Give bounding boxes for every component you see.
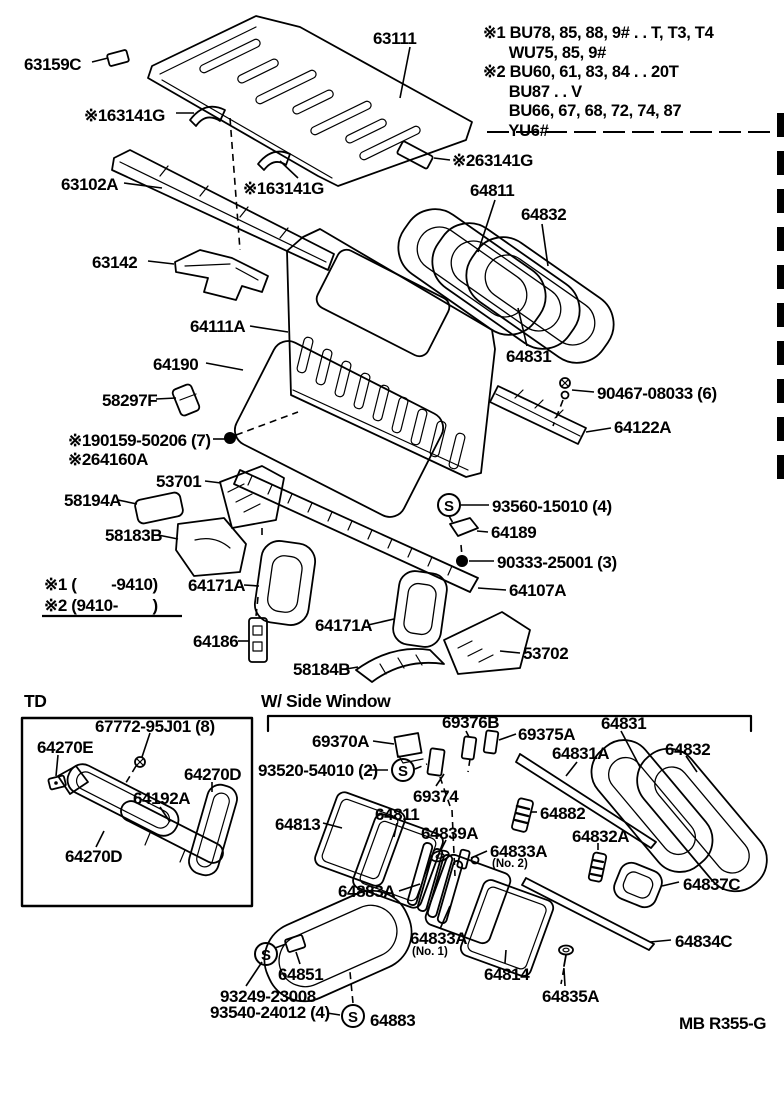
part-label-93520540102: 93520-54010 (2) — [258, 761, 378, 780]
edge-tab — [777, 189, 784, 213]
part-label-29410: ※2 (9410- ) — [44, 596, 158, 615]
applicability-note — [483, 24, 713, 141]
part-label-58184b: 58184B — [293, 660, 351, 679]
part-label-64831: 64831 — [506, 347, 552, 366]
part-label-64270d: 64270D — [65, 847, 123, 866]
part-label-90333250013: 90333-25001 (3) — [497, 553, 617, 572]
part-label-64186: 64186 — [193, 632, 239, 651]
applicability-note-line: ※1 BU78, 85, 88, 9# . . T, T3, T4 — [483, 24, 714, 42]
part-label-td: TD — [24, 691, 47, 711]
part-label-64192a: 64192A — [133, 789, 191, 808]
edge-tab — [777, 113, 784, 137]
part-label-mbr355g: MB R355-G — [679, 1014, 767, 1033]
part-label-69376b: 69376B — [442, 713, 500, 732]
part-label-64883: 64883 — [370, 1011, 416, 1030]
part-label-163141g: ※163141G — [243, 179, 324, 198]
edge-tab — [777, 379, 784, 403]
part-label-64832: 64832 — [521, 205, 567, 224]
part-label-6777295j018: 67772-95J01 (8) — [95, 717, 215, 736]
part-label-64189: 64189 — [491, 523, 537, 542]
part-label-64835a: 64835A — [542, 987, 600, 1006]
edge-tab — [777, 341, 784, 365]
applicability-note-line: WU75, 85, 9# — [483, 43, 606, 62]
part-label-163141g: ※163141G — [84, 106, 165, 125]
part-label-64122a: 64122A — [614, 418, 672, 437]
edge-tab — [777, 227, 784, 251]
part-label-64813: 64813 — [275, 815, 321, 834]
part-label-no2: (No. 2) — [492, 858, 528, 870]
applicability-note-line: BU66, 67, 68, 72, 74, 87 — [483, 102, 682, 120]
part-label-64814: 64814 — [484, 965, 530, 984]
part-label-64831: 64831 — [601, 714, 647, 733]
part-label-wsidewindow: W/ Side Window — [261, 691, 391, 711]
part-label-93560150104: 93560-15010 (4) — [492, 497, 612, 516]
svg-text:S: S — [397, 763, 409, 780]
part-label-64111a: 64111A — [190, 317, 246, 336]
part-label-63142: 63142 — [92, 253, 138, 272]
part-label-64833a: 64833A — [410, 929, 468, 948]
part-label-64171a: 64171A — [188, 576, 246, 595]
edge-tab — [777, 455, 784, 479]
part-label-90467080336: 90467-08033 (6) — [597, 384, 717, 403]
part-label-64839a: 64839A — [421, 824, 479, 843]
part-label-64190: 64190 — [153, 355, 199, 374]
part-label-64832a: 64832A — [572, 827, 630, 846]
edge-tab — [777, 151, 784, 175]
part-label-64831a: 64831A — [552, 744, 610, 763]
svg-text:S: S — [347, 1009, 359, 1026]
part-label-263141g: ※263141G — [452, 151, 533, 170]
part-label-64834c: 64834C — [675, 932, 733, 951]
part-label-190159502067: ※190159-50206 (7) — [68, 431, 211, 450]
part-label-64832: 64832 — [665, 740, 711, 759]
edge-tab — [777, 417, 784, 441]
applicability-note-line: YU6# — [483, 121, 549, 140]
part-label-69370a: 69370A — [312, 732, 370, 751]
part-label-64270d: 64270D — [184, 765, 242, 784]
part-label-64851: 64851 — [278, 965, 324, 984]
part-label-53701: 53701 — [156, 472, 202, 491]
part-label-no1: (No. 1) — [412, 946, 448, 958]
edge-tab — [777, 265, 784, 289]
part-label-264160a: ※264160A — [68, 450, 149, 469]
applicability-note-line: BU87 . . V — [483, 82, 582, 101]
edge-tab — [777, 303, 784, 327]
part-label-58297f: 58297F — [102, 391, 158, 410]
part-label-93540240124: 93540-24012 (4) — [210, 1003, 330, 1022]
part-label-64107a: 64107A — [509, 581, 567, 600]
part-label-58183b: 58183B — [105, 526, 163, 545]
part-label-9324923008: 93249-23008 — [220, 987, 316, 1006]
part-label-64270e: 64270E — [37, 738, 94, 757]
part-label-58194a: 58194A — [64, 491, 122, 510]
part-label-63159c: 63159C — [24, 55, 82, 74]
part-label-64811: 64811 — [470, 181, 515, 200]
svg-text:S: S — [260, 947, 272, 964]
part-label-64837c: 64837C — [683, 875, 741, 894]
part-label-63111: 63111 — [373, 29, 417, 48]
applicability-note-line: ※2 BU60, 61, 83, 84 . . 20T — [483, 63, 679, 81]
part-label-69375a: 69375A — [518, 725, 576, 744]
part-label-64833a: 64833A — [490, 842, 548, 861]
svg-text:S: S — [443, 498, 455, 515]
part-label-19410: ※1 ( -9410) — [44, 575, 158, 594]
part-label-53702: 53702 — [523, 644, 569, 663]
part-label-64171a: 64171A — [315, 616, 373, 635]
part-label-64883a: 64883A — [338, 882, 396, 901]
part-label-63102a: 63102A — [61, 175, 119, 194]
part-label-69374: 69374 — [413, 787, 459, 806]
part-label-64882: 64882 — [540, 804, 586, 823]
part-label-64811: 64811 — [375, 805, 420, 824]
